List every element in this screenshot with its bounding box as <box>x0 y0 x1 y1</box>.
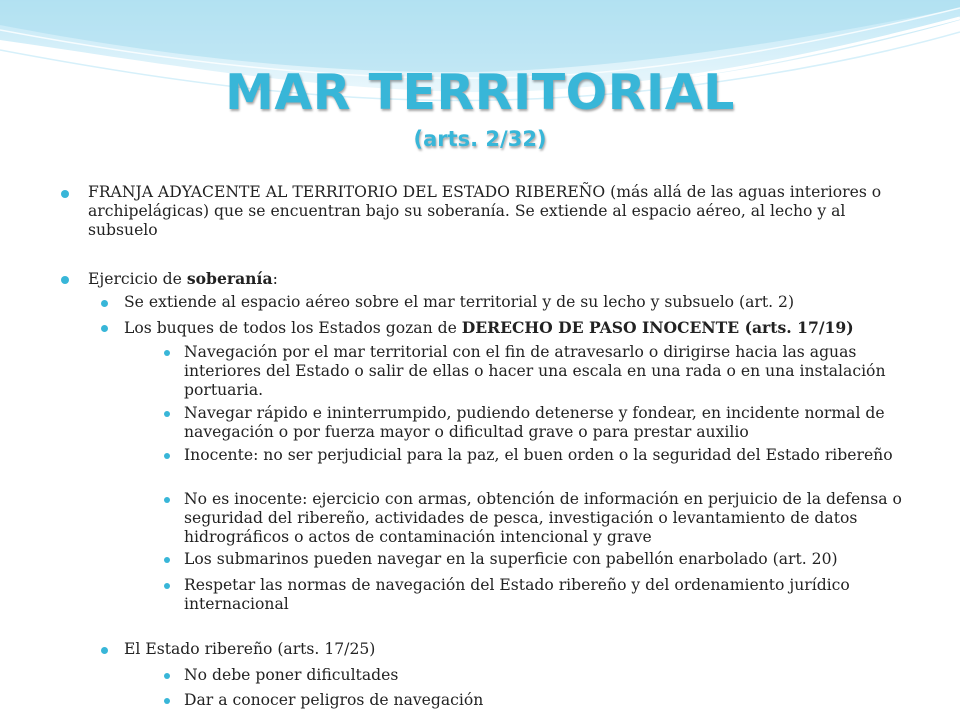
bullet-no-dificultades: No debe poner dificultades <box>184 666 904 685</box>
bullet-submarinos: Los submarinos pueden navegar en la superficie con pabellón enarbolado (art. 20) <box>184 550 904 569</box>
page-subtitle: (arts. 2/32) <box>413 127 547 151</box>
bullet-navegacion: Navegación por el mar territorial con el fin de atravesarlo o dirigirse hacia las aguas interiores del Estado o salir de ellas o hacer una escala en una rada o en una instalación portuaria. <box>184 343 904 400</box>
bullet-estado-ribereno: El Estado ribereño (arts. 17/25) <box>124 640 904 659</box>
bullet-dot <box>101 300 108 307</box>
bullet-dot <box>164 557 170 563</box>
page-title: MAR TERRITORIAL <box>225 64 735 121</box>
bullet-respetar-normas: Respetar las normas de navegación del Estado ribereño y del ordenamiento jurídico internacional <box>184 576 904 614</box>
bullet-dot <box>164 453 170 459</box>
bullet-navegar-rapido: Navegar rápido e ininterrumpido, pudiendo detenerse y fondear, en incidente normal de navegación o por fuerza mayor o dificultad grave o para prestar auxilio <box>184 404 904 442</box>
bullet-dot <box>101 325 108 332</box>
bullet-dot <box>164 673 170 679</box>
bullet-no-inocente: No es inocente: ejercicio con armas, obtención de información en perjuicio de la defensa o seguridad del ribereño, actividades de pesca, investigación o levantamiento de datos hidrográficos o actos de contaminación intencional y grave <box>184 490 904 547</box>
bullet-dot <box>61 276 69 284</box>
bullet-dot <box>164 350 170 356</box>
bullet-peligros: Dar a conocer peligros de navegación <box>184 691 904 710</box>
bullet-paso-inocente: Los buques de todos los Estados gozan de DERECHO DE PASO INOCENTE (arts. 17/19) <box>124 318 904 338</box>
bullet-dot <box>61 190 69 198</box>
bullet-espacio-aereo: Se extiende al espacio aéreo sobre el mar territorial y de su lecho y subsuelo (art. 2) <box>124 293 904 312</box>
bullet-dot <box>164 698 170 704</box>
bullet-dot <box>164 411 170 417</box>
bullet-soberania: Ejercicio de soberanía: <box>88 269 908 289</box>
bullet-dot <box>164 497 170 503</box>
bullet-dot <box>101 647 108 654</box>
bullet-dot <box>164 583 170 589</box>
bullet-inocente: Inocente: no ser perjudicial para la paz, el buen orden o la seguridad del Estado ribereño <box>184 446 904 465</box>
bullet-franja: FRANJA ADYACENTE AL TERRITORIO DEL ESTADO RIBEREÑO (más allá de las aguas interiores o archipelágicas) que se encuentran bajo su soberanía. Se extiende al espacio aéreo, al lecho y al subsuelo <box>88 183 908 240</box>
